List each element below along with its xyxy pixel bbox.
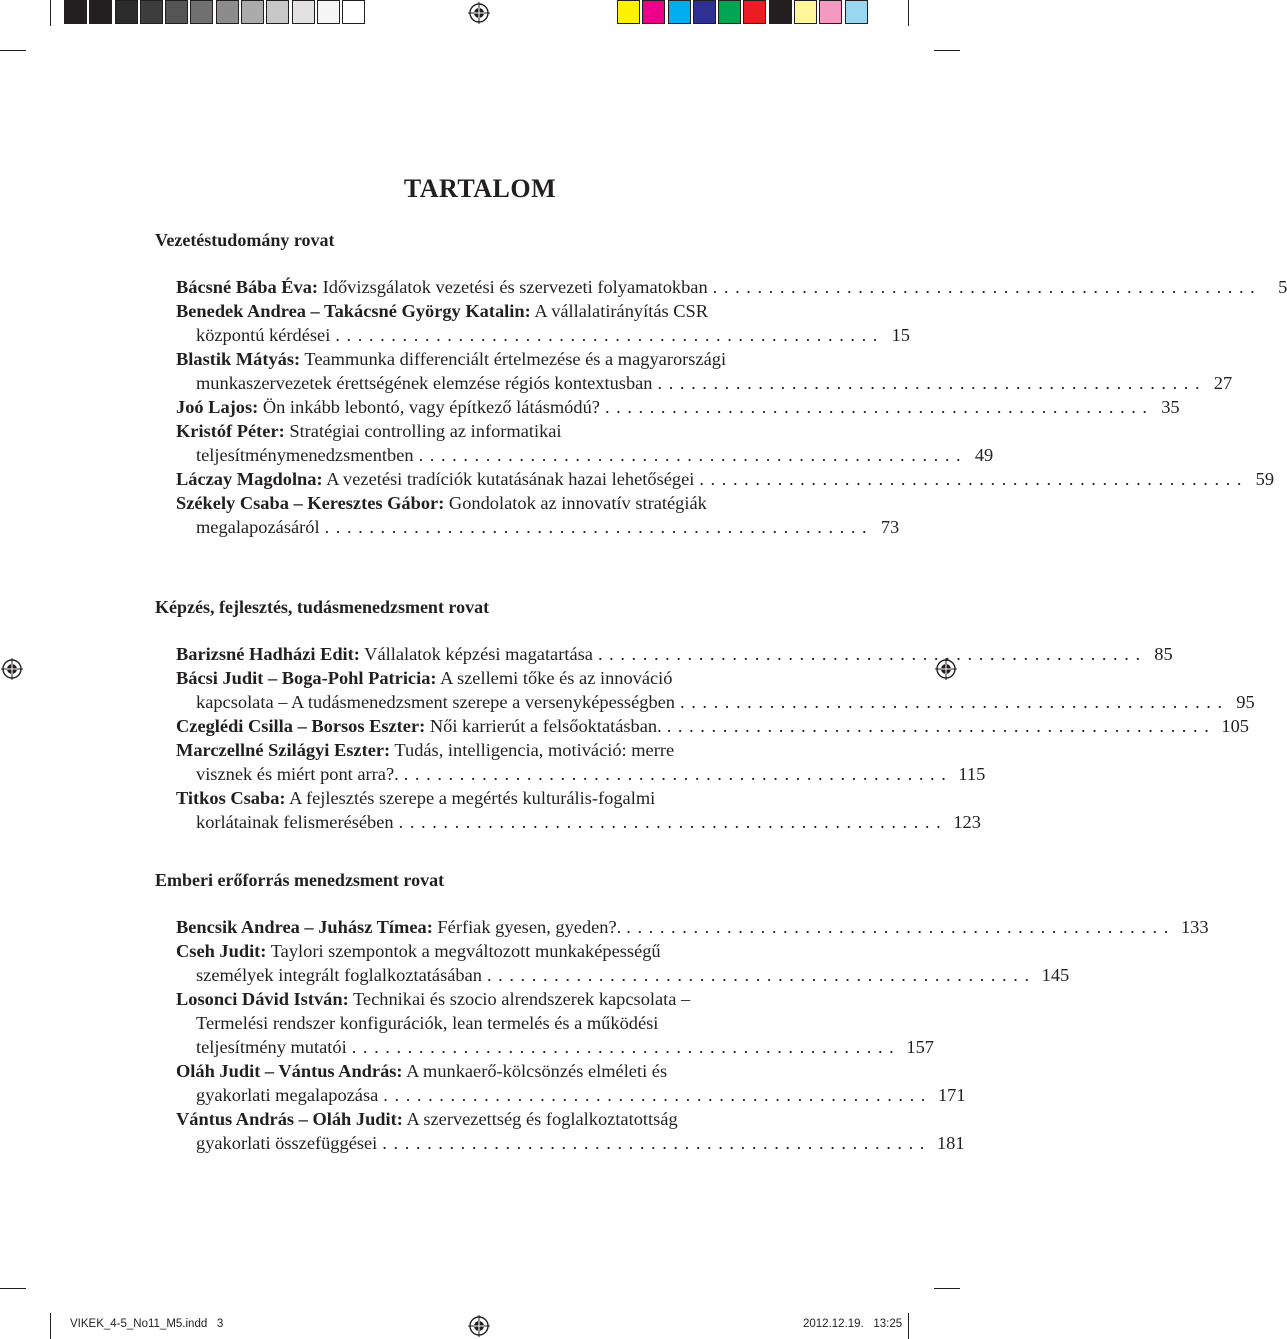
toc-title-text: gyakorlati megalapozása xyxy=(196,1085,379,1105)
toc-author: Titkos Csaba: xyxy=(176,788,286,808)
toc-page-number: 15 xyxy=(891,325,910,345)
toc-title-text: Tudás, intelligencia, motiváció: merre xyxy=(390,740,675,760)
color-swatch xyxy=(165,0,188,24)
dot-leader: ................................................. xyxy=(604,397,1154,417)
toc-continuation-line xyxy=(196,1131,965,1155)
toc-page-number: 115 xyxy=(958,764,986,784)
color-swatch xyxy=(693,0,716,24)
section-heading: Képzés, fejlesztés, tudásmenedzsment rovat xyxy=(155,597,490,617)
toc-page-number: 59 xyxy=(1255,469,1275,489)
toc-title-text: Technikai és szocio alrendszerek kapcsolata – xyxy=(348,989,691,1009)
toc-title-text: A munkaerő-kölcsönzés elméleti és xyxy=(402,1061,668,1081)
toc-continuation-line xyxy=(196,1083,966,1107)
color-swatch xyxy=(115,0,138,24)
section-heading: Vezetéstudomány rovat xyxy=(155,230,335,250)
toc-title-text: központú kérdései xyxy=(196,325,331,345)
crop-mark xyxy=(934,1288,960,1289)
toc-title-text: kapcsolata – A tudásmenedzsment szerepe a versenyképességben xyxy=(196,692,675,712)
crop-mark xyxy=(50,1313,51,1339)
toc-author: Székely Csaba – Keresztes Gábor: xyxy=(176,493,445,513)
color-swatch xyxy=(241,0,264,24)
dot-leader: ................................................. xyxy=(398,812,948,832)
toc-author: Bácsné Bába Éva: xyxy=(176,277,319,297)
toc-continuation-line xyxy=(196,690,1255,714)
dot-leader: ................................................. xyxy=(351,1037,901,1057)
toc-entry xyxy=(176,1059,804,1083)
toc-title-text: munkaszervezetek érettségének elemzése régiós kontextusban xyxy=(196,373,653,393)
toc-author: Vántus András – Oláh Judit: xyxy=(176,1109,403,1129)
toc-entry xyxy=(176,666,804,690)
dot-leader: ................................................. xyxy=(324,517,874,537)
page-title: TARTALOM xyxy=(403,174,557,203)
dot-leader: ................................................. xyxy=(597,644,1147,664)
color-swatch xyxy=(216,0,239,24)
toc-title-text: A fejlesztés szerepe a megértés kulturális-fogalmi xyxy=(285,788,656,808)
section-heading: Emberi erőforrás menedzsment rovat xyxy=(155,870,445,890)
dot-leader: ................................................. xyxy=(382,1133,931,1153)
toc-author: Barizsné Hadházi Edit: xyxy=(176,644,360,664)
toc-entry xyxy=(176,939,804,963)
registration-mark-icon xyxy=(1,658,23,680)
color-swatch xyxy=(190,0,213,24)
color-swatch xyxy=(342,0,365,24)
color-swatch xyxy=(769,0,792,24)
registration-mark-icon xyxy=(468,2,490,24)
toc-title-text: Vállalatok képzési magatartása xyxy=(359,644,593,664)
toc-entry xyxy=(176,714,1249,738)
toc-entry xyxy=(176,987,804,1011)
dot-leader: ................................................. xyxy=(712,277,1262,297)
crop-mark xyxy=(908,1313,909,1339)
color-swatch xyxy=(743,0,766,24)
dot-leader: ................................................. xyxy=(680,692,1229,712)
toc-title-text: A szellemi tőke és az innováció xyxy=(436,668,673,688)
toc-title-text: A szervezettség és foglalkoztatottság xyxy=(402,1109,678,1129)
toc-continuation-line xyxy=(196,515,900,539)
toc-continuation-line xyxy=(196,443,994,467)
crop-mark xyxy=(0,1288,26,1289)
slug-datetime: 2012.12.19. 13:25 xyxy=(803,1318,903,1330)
toc-entry xyxy=(176,738,804,762)
dot-leader: ................................................. xyxy=(626,917,1175,937)
toc-title-text: teljesítmény mutatói xyxy=(196,1037,347,1057)
toc-title-text: Férfiak gyesen, gyeden?. xyxy=(432,917,622,937)
toc-title-text: A vállalatirányítás CSR xyxy=(530,301,709,321)
color-swatch xyxy=(617,0,640,24)
slug-filename: VIKEK_4-5_No11_M5.indd 3 xyxy=(70,1318,224,1330)
toc-title-text: Stratégiai controlling az informatikai xyxy=(284,421,562,441)
crop-mark xyxy=(50,0,51,26)
toc-entry xyxy=(176,395,1180,419)
color-swatch xyxy=(317,0,340,24)
color-swatch xyxy=(718,0,741,24)
toc-title-text: Idővizsgálatok vezetési és szervezeti folyamatokban xyxy=(318,277,708,297)
color-swatch xyxy=(794,0,817,24)
toc-page-number: 85 xyxy=(1154,644,1173,664)
dot-leader: ................................................. xyxy=(657,373,1207,393)
toc-continuation-line xyxy=(196,963,1070,987)
dot-leader: ................................................. xyxy=(403,764,953,784)
toc-title-text: Gondolatok az innovatív stratégiák xyxy=(444,493,707,513)
toc-continuation-line xyxy=(196,323,910,347)
dot-leader: ................................................. xyxy=(666,716,1216,736)
process-color-bar xyxy=(617,0,870,26)
toc-title-text: korlátainak felismerésében xyxy=(196,812,394,832)
color-swatch xyxy=(819,0,842,24)
toc-title-text: Termelési rendszer konfigurációk, lean termelés és a működési xyxy=(196,1013,659,1033)
toc-author: Blastik Mátyás: xyxy=(176,349,301,369)
color-swatch xyxy=(140,0,163,24)
toc-page-number: 95 xyxy=(1236,692,1255,712)
color-swatch xyxy=(292,0,315,24)
toc-title-text: személyek integrált foglalkoztatásában xyxy=(196,965,482,985)
dot-leader: ................................................. xyxy=(699,469,1249,489)
toc-author: Joó Lajos: xyxy=(176,397,259,417)
toc-title-text: A vezetési tradíciók kutatásának hazai lehetőségei xyxy=(322,469,695,489)
toc-page-number: 27 xyxy=(1213,373,1233,393)
toc-title-text: megalapozásáról xyxy=(196,517,320,537)
toc-author: Losonci Dávid István: xyxy=(176,989,349,1009)
toc-continuation-line xyxy=(196,371,1233,395)
toc-author: Bencsik Andrea – Juhász Tímea: xyxy=(176,917,433,937)
color-swatch xyxy=(642,0,665,24)
toc-page-number: 73 xyxy=(880,517,900,537)
toc-title-text: gyakorlati összefüggései xyxy=(196,1133,378,1153)
toc-title-text: Teammunka differenciált értelmezése és a magyarországi xyxy=(300,349,727,369)
toc-author: Benedek Andrea – Takácsné György Katalin: xyxy=(176,301,531,321)
toc-page-number: 5 xyxy=(1278,277,1287,297)
toc-title-text: Női karrierút a felsőoktatásban. xyxy=(425,716,662,736)
toc-author: Marczellné Szilágyi Eszter: xyxy=(176,740,391,760)
toc-page-number: 49 xyxy=(974,445,994,465)
dot-leader: ................................................. xyxy=(335,325,884,345)
dot-leader: ................................................. xyxy=(383,1085,932,1105)
toc-page-number: 181 xyxy=(936,1133,965,1153)
color-swatch xyxy=(845,0,868,24)
grayscale-color-bar xyxy=(64,0,368,26)
toc-entry xyxy=(176,467,1275,491)
color-swatch xyxy=(266,0,289,24)
toc-author: Cseh Judit: xyxy=(176,941,267,961)
toc-continuation-line xyxy=(196,1035,934,1059)
toc-page-number: 145 xyxy=(1041,965,1070,985)
toc-author: Bácsi Judit – Boga-Pohl Patricia: xyxy=(176,668,437,688)
toc-entry xyxy=(176,915,1209,939)
toc-page-number: 133 xyxy=(1180,917,1209,937)
crop-mark xyxy=(0,50,26,51)
crop-mark xyxy=(934,50,960,51)
toc-entry xyxy=(176,786,804,810)
toc-author: Oláh Judit – Vántus András: xyxy=(176,1061,403,1081)
color-swatch xyxy=(668,0,691,24)
toc-continuation-line xyxy=(196,1011,804,1035)
registration-mark-icon xyxy=(468,1315,490,1337)
toc-entry xyxy=(176,1107,804,1131)
toc-page-number: 123 xyxy=(953,812,981,832)
color-swatch xyxy=(64,0,87,24)
toc-entry xyxy=(176,347,804,371)
toc-title-text: Ön inkább lebontó, vagy építkező látásmódú? xyxy=(258,397,600,417)
toc-page-number: 157 xyxy=(906,1037,934,1057)
toc-page-number: 35 xyxy=(1161,397,1180,417)
toc-title-text: teljesítménymenedzsmentben xyxy=(196,445,414,465)
toc-entry xyxy=(176,642,1173,666)
dot-leader: ................................................. xyxy=(486,965,1036,985)
toc-continuation-line xyxy=(196,810,981,834)
toc-author: Láczay Magdolna: xyxy=(176,469,323,489)
toc-page-number: 105 xyxy=(1221,716,1249,736)
toc-entry xyxy=(176,275,1287,299)
toc-author: Czeglédi Csilla – Borsos Eszter: xyxy=(176,716,426,736)
toc-title-text: visznek és miért pont arra?. xyxy=(196,764,399,784)
toc-author: Kristóf Péter: xyxy=(176,421,285,441)
toc-entry xyxy=(176,419,804,443)
dot-leader: ................................................. xyxy=(418,445,968,465)
toc-page-number: 171 xyxy=(937,1085,966,1105)
color-swatch xyxy=(89,0,112,24)
toc-entry xyxy=(176,491,804,515)
toc-title-text: Taylori szempontok a megváltozott munkaképességű xyxy=(266,941,661,961)
crop-mark xyxy=(908,0,909,26)
toc-entry xyxy=(176,299,804,323)
toc-continuation-line xyxy=(196,762,986,786)
